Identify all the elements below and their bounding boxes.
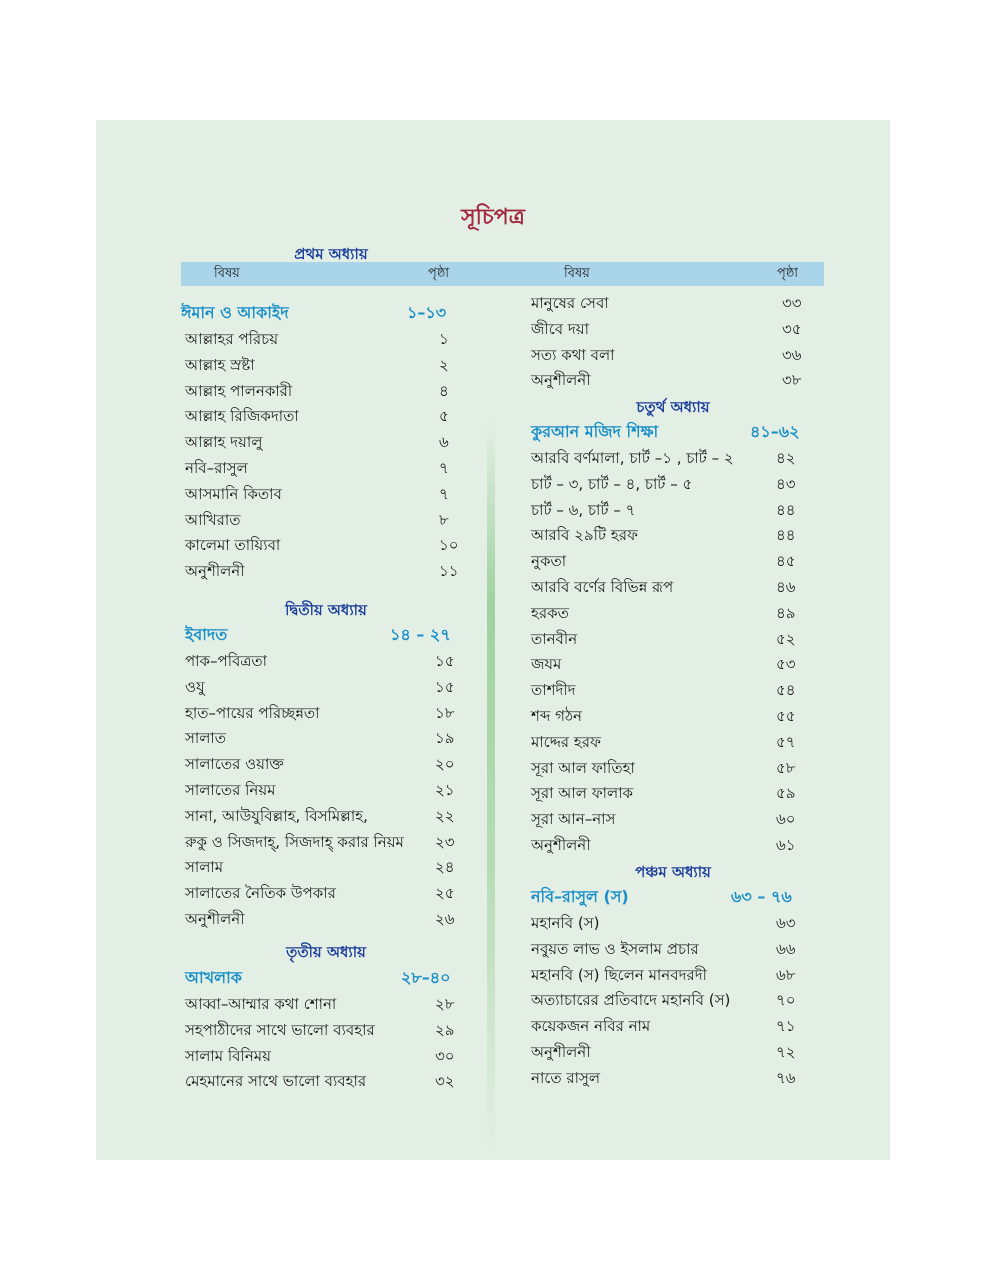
- toc-entry: [185, 558, 459, 584]
- toc-entry-page: ৭০: [776, 991, 796, 1010]
- toc-entry-title: চার্ট – ৬, চার্ট – ৭: [531, 500, 636, 519]
- toc-entry-title: তাশদীদ: [531, 681, 576, 700]
- toc-entry-title: আল্লাহ স্রষ্টা: [185, 355, 255, 374]
- toc-entry: [185, 803, 455, 829]
- toc-entry-title: আল্লাহর পরিচয়: [185, 330, 279, 348]
- toc-entry: [185, 991, 455, 1017]
- toc-entry-title: মহানবি (স): [531, 914, 600, 932]
- toc-entry-title: আরবি ২৯টি হরফ: [531, 526, 638, 545]
- toc-entry-page: ৫২: [776, 629, 796, 648]
- toc-entry-page: ২১: [435, 781, 455, 799]
- section-heading: [531, 419, 806, 445]
- toc-entry: [185, 403, 455, 429]
- toc-entry-page: ২৯: [435, 1020, 455, 1039]
- toc-entry: [531, 755, 811, 781]
- toc-entry: [531, 987, 811, 1013]
- toc-entry-page: ১: [439, 330, 449, 348]
- toc-entry-page: ২৮: [435, 995, 455, 1013]
- toc-entry-title: অনুশীলনী: [185, 562, 245, 581]
- toc-entry-title: আব্বা–আম্মার কথা শোনা: [185, 995, 337, 1013]
- toc-entry-page: ২৩: [435, 832, 455, 851]
- toc-entry: [531, 367, 811, 393]
- toc-entry-page: ৫৫: [776, 707, 796, 725]
- page-title: সূচিপত্র: [461, 205, 525, 230]
- toc-entry: [185, 352, 455, 378]
- toc-entry-title: নবি–রাসুল: [185, 459, 248, 477]
- toc-entry-page: ৩৩: [782, 294, 802, 312]
- toc-entry-title: সালাম: [185, 858, 224, 877]
- toc-entry: [531, 471, 811, 497]
- toc-entry-title: হরকত: [531, 603, 569, 622]
- toc-entry-title: মহানবি (স) ছিলেন মানবদরদী: [531, 965, 707, 984]
- toc-entry: [185, 854, 455, 880]
- toc-entry: [185, 455, 455, 481]
- toc-entry-page: ৪৩: [776, 474, 796, 493]
- toc-entry: [531, 806, 811, 832]
- toc-entry: [531, 548, 811, 574]
- toc-entry-page: ১৯: [435, 729, 455, 748]
- toc-entry: [185, 700, 455, 726]
- toc-entry-title: নাতে রাসুল: [531, 1068, 601, 1087]
- toc-entry: [185, 725, 455, 751]
- toc-entry-title: কালেমা তায়্যিবা: [185, 536, 281, 555]
- toc-entry-page: ২৫: [435, 884, 455, 903]
- section-heading: [185, 965, 460, 991]
- toc-entry-title: মানুষের সেবা: [531, 294, 609, 312]
- toc-entry-page: ৫৪: [776, 681, 796, 700]
- toc-entry-title: আরবি বর্ণমালা, চার্ট –১ , চার্ট – ২: [531, 449, 734, 467]
- toc-entry: [531, 574, 811, 600]
- chapter-heading-3: তৃতীয় অধ্যায়: [286, 943, 366, 961]
- section-page-range: ৬৩ – ৭৬: [731, 887, 792, 906]
- toc-entry-title: সহপাঠীদের সাথে ভালো ব্যবহার: [185, 1020, 375, 1039]
- section-page-range: ৪১–৬২: [750, 422, 800, 441]
- toc-entry-title: সূরা আল ফালাক: [531, 784, 634, 803]
- toc-entry-title: সূরা আন–নাস: [531, 810, 616, 829]
- toc-entry-page: ৬৬: [776, 939, 796, 958]
- toc-entry: [531, 1013, 811, 1039]
- toc-entry-page: ৪৫: [776, 552, 796, 571]
- toc-entry: [185, 906, 455, 932]
- toc-entry-title: চার্ট – ৩, চার্ট – ৪, চার্ট – ৫: [531, 474, 693, 493]
- toc-entry-page: ৩৫: [782, 319, 802, 338]
- toc-entry-page: ৩২: [435, 1072, 455, 1091]
- toc-entry-page: ২: [439, 355, 449, 374]
- toc-entry-title: জীবে দয়া: [531, 319, 589, 338]
- toc-entry-page: ৩০: [435, 1046, 455, 1065]
- toc-entry: [185, 751, 455, 777]
- toc-entry: [185, 1043, 455, 1069]
- header-page-right: পৃষ্ঠা: [777, 266, 799, 281]
- toc-entry: [185, 532, 459, 558]
- toc-entry-page: ১৮: [435, 703, 455, 722]
- toc-entry-page: ২২: [435, 806, 455, 825]
- toc-entry-title: আল্লাহ দয়ালু: [185, 433, 263, 452]
- toc-entry: [531, 729, 811, 755]
- toc-entry-title: সত্য কথা বলা: [531, 345, 615, 364]
- toc-entry-title: মাদ্দের হরফ: [531, 732, 601, 751]
- section-heading: [531, 884, 806, 910]
- toc-entry-page: ৭৬: [776, 1068, 796, 1087]
- chapter-heading-4: চতুর্থ অধ্যায়: [636, 398, 710, 416]
- header-subject-right: বিষয়: [564, 266, 590, 281]
- toc-entry-page: ১৫: [435, 677, 455, 696]
- toc-entry-page: ১৫: [435, 652, 455, 670]
- toc-entry-page: ১১: [439, 562, 459, 581]
- toc-entry-title: অনুশীলনী: [531, 371, 591, 390]
- chapter-heading-5: পঞ্চম অধ্যায়: [635, 863, 711, 881]
- toc-entry-page: ৭১: [776, 1017, 796, 1036]
- section-heading: [185, 622, 460, 648]
- toc-entry: [531, 910, 811, 936]
- toc-entry-title: সালাত: [185, 729, 227, 748]
- toc-entry: [185, 648, 455, 674]
- toc-entry: [531, 1039, 811, 1065]
- toc-entry-page: ৫৩: [776, 655, 796, 674]
- toc-entry-title: পাক–পবিত্রতা: [185, 652, 267, 670]
- toc-entry-title: অনুশীলনী: [531, 836, 591, 854]
- toc-entry-title: তানবীন: [531, 629, 578, 648]
- toc-entry-title: হাত–পায়ের পরিচ্ছন্নতা: [185, 703, 320, 722]
- toc-entry-page: ৪৬: [776, 578, 796, 596]
- toc-entry-title: আল্লাহ পালনকারী: [185, 381, 293, 400]
- toc-entry-title: আল্লাহ রিজিকদাতা: [185, 407, 299, 426]
- toc-entry-page: ৬৩: [776, 914, 796, 932]
- toc-entry: [531, 626, 811, 652]
- section-name: নবি–রাসুল (স): [531, 887, 629, 906]
- toc-entry: [531, 316, 811, 342]
- toc-entry: [185, 378, 455, 404]
- toc-entry-page: ৭: [439, 484, 449, 503]
- toc-entry: [531, 936, 811, 962]
- toc-entry-page: ৮: [439, 510, 449, 529]
- section-page-range: ১৪ – ২৭: [390, 625, 451, 644]
- toc-entry: [185, 880, 455, 906]
- chapter-heading-1: প্রথম অধ্যায়: [294, 245, 368, 263]
- section-name: আখলাক: [185, 968, 242, 987]
- section-name: ইবাদত: [185, 625, 228, 644]
- toc-entry-page: ৫৯: [776, 784, 796, 803]
- toc-entry-page: ৬: [439, 433, 449, 452]
- toc-entry-page: ১০: [439, 536, 459, 555]
- toc-entry-title: সালাতের নিয়ম: [185, 781, 276, 799]
- toc-entry-title: জযম: [531, 655, 562, 674]
- toc-entry-title: ওযু: [185, 677, 205, 696]
- toc-entry: [185, 429, 455, 455]
- section-page-range: ১–১৩: [407, 303, 447, 322]
- toc-entry: [185, 1068, 455, 1094]
- section-heading: [181, 300, 456, 326]
- toc-entry: [531, 445, 811, 471]
- toc-entry-title: আসমানি কিতাব: [185, 484, 282, 503]
- toc-entry-page: ৫: [439, 407, 449, 426]
- toc-entry: [531, 290, 811, 316]
- toc-entry-page: ৬৮: [776, 965, 796, 984]
- section-name: কুরআন মজিদ শিক্ষা: [531, 422, 659, 441]
- toc-entry-title: সালাতের ওয়াক্ত: [185, 755, 284, 774]
- toc-entry-title: অত্যাচারের প্রতিবাদে মহানবি (স): [531, 991, 731, 1010]
- toc-entry: [531, 962, 811, 988]
- toc-entry-title: সালাতের নৈতিক উপকার: [185, 884, 336, 903]
- toc-entry-page: ৪: [439, 381, 449, 400]
- toc-entry: [185, 1017, 455, 1043]
- toc-entry-title: শব্দ গঠন: [531, 707, 582, 725]
- toc-entry-page: ৩৬: [782, 345, 802, 364]
- toc-entry-page: ২৬: [435, 910, 455, 928]
- toc-entry: [531, 651, 811, 677]
- header-page-left: পৃষ্ঠা: [428, 266, 450, 281]
- toc-entry: [531, 600, 811, 626]
- toc-entry-page: ৪২: [776, 449, 796, 467]
- toc-entry: [531, 703, 811, 729]
- toc-entry: [531, 780, 811, 806]
- toc-entry: [531, 522, 811, 548]
- toc-entry-title: সূরা আল ফাতিহা: [531, 758, 635, 777]
- toc-entry-title: সালাম বিনিময়: [185, 1046, 271, 1065]
- section-name: ঈমান ও আকাইদ: [181, 303, 289, 322]
- toc-entry-page: ৪৪: [776, 526, 796, 545]
- toc-entry-page: ২৪: [435, 858, 455, 877]
- toc-entry-title: নুকতা: [531, 552, 567, 571]
- toc-entry-title: রুকু ও সিজদাহ্, সিজদাহ্ করার নিয়ম: [185, 832, 404, 851]
- toc-entry-title: অনুশীলনী: [185, 910, 245, 928]
- toc-entry-page: ৪৯: [776, 603, 796, 622]
- toc-entry-page: ৫৭: [776, 732, 796, 751]
- toc-entry-page: ৭২: [776, 1043, 796, 1061]
- chapter-heading-2: দ্বিতীয় অধ্যায়: [285, 601, 367, 619]
- section-page-range: ২৮–৪০: [401, 968, 451, 987]
- toc-entry: [185, 777, 455, 803]
- toc-entry-page: ৫৮: [776, 758, 796, 777]
- toc-entry: [185, 829, 455, 855]
- toc-entry-title: সানা, আউযুবিল্লাহ, বিসমিল্লাহ,: [185, 806, 368, 825]
- toc-entry: [531, 1065, 811, 1091]
- toc-entry-title: অনুশীলনী: [531, 1043, 591, 1061]
- toc-entry-title: আরবি বর্ণের বিভিন্ন রূপ: [531, 578, 674, 596]
- toc-entry-page: ২০: [435, 755, 455, 774]
- toc-entry: [185, 674, 455, 700]
- toc-entry-title: কয়েকজন নবির নাম: [531, 1017, 651, 1036]
- toc-entry-title: আখিরাত: [185, 510, 241, 529]
- toc-entry: [531, 342, 811, 368]
- toc-entry: [185, 507, 455, 533]
- toc-entry-page: ৩৮: [782, 371, 802, 390]
- toc-entry: [531, 677, 811, 703]
- column-divider: [487, 420, 495, 1160]
- toc-entry-page: ৬০: [776, 810, 796, 829]
- toc-entry: [531, 832, 811, 858]
- toc-entry: [185, 481, 455, 507]
- toc-entry: [185, 326, 455, 352]
- header-subject-left: বিষয়: [214, 266, 240, 281]
- toc-entry-page: ৭: [439, 459, 449, 477]
- toc-entry-title: মেহমানের সাথে ভালো ব্যবহার: [185, 1072, 367, 1091]
- toc-entry: [531, 497, 811, 523]
- toc-entry-page: ৬১: [776, 836, 796, 854]
- toc-entry-title: নবুয়ত লাভ ও ইসলাম প্রচার: [531, 939, 699, 958]
- toc-entry-page: ৪৪: [776, 500, 796, 519]
